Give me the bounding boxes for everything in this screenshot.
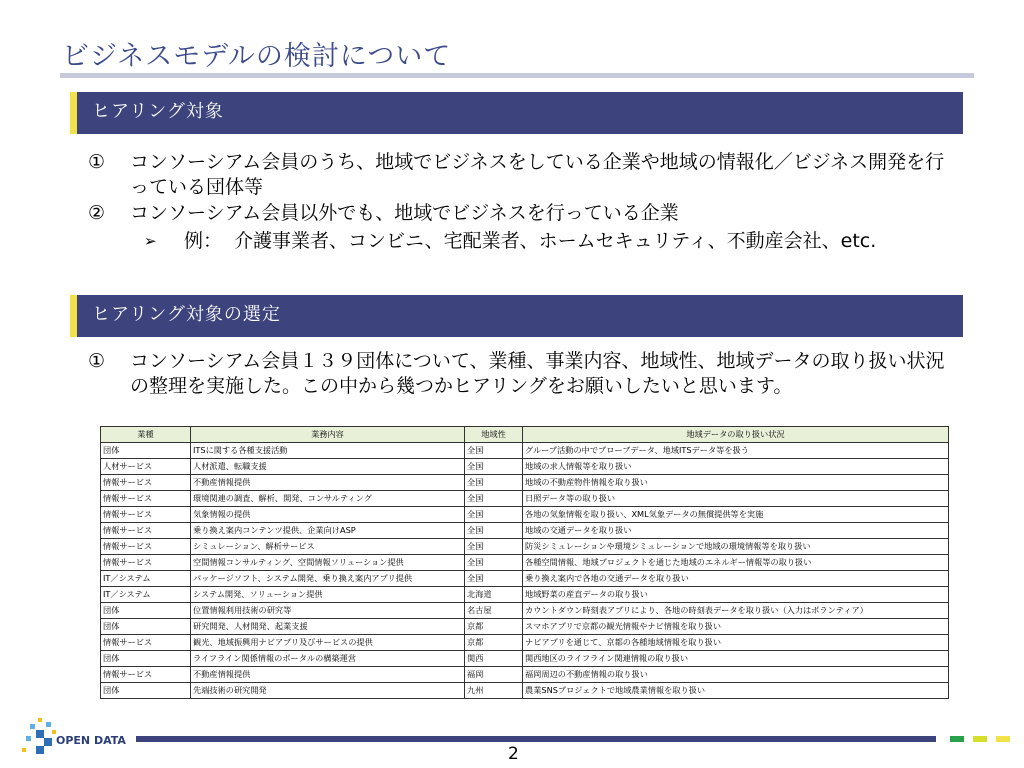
table-cell: 全国: [465, 475, 523, 491]
table-cell: 情報サービス: [101, 539, 191, 555]
footer-square-yellow: [996, 736, 1010, 742]
table-cell: 情報サービス: [101, 475, 191, 491]
logo-text: OPEN DATA: [56, 734, 126, 747]
table-cell: スマホアプリで京都の観光情報やナビ情報を取り扱い: [523, 619, 949, 635]
table-cell: 情報サービス: [101, 507, 191, 523]
table-cell: 農業SNSプロジェクトで地域農業情報を取り扱い: [523, 683, 949, 699]
column-header: 地域性: [465, 427, 523, 443]
table-cell: パッケージソフト、システム開発、乗り換え案内アプリ提供: [191, 571, 465, 587]
table-cell: 環境関連の調査、解析、開発、コンサルティング: [191, 491, 465, 507]
table-cell: 先端技術の研究開発: [191, 683, 465, 699]
table-cell: 地域の交通データを取り扱い: [523, 523, 949, 539]
table-cell: カウントダウン時刻表アプリにより、各地の時刻表データを取り扱い（入力はボランティア）: [523, 603, 949, 619]
table-cell: 乗り換え案内で各地の交通データを取り扱い: [523, 571, 949, 587]
table-row: [101, 491, 949, 507]
item-number: ①: [88, 350, 106, 372]
column-header: 業務内容: [191, 427, 465, 443]
footer-square-lime: [973, 736, 987, 742]
table-cell: 全国: [465, 523, 523, 539]
table-cell: 防災シミュレーションや環境シミュレーションで地域の環境情報等を取り扱い: [523, 539, 949, 555]
title-underline: [60, 73, 974, 78]
table-cell: 団体: [101, 443, 191, 459]
table-cell: 京都: [465, 619, 523, 635]
table-cell: 地域の求人情報等を取り扱い: [523, 459, 949, 475]
table-cell: 団体: [101, 683, 191, 699]
list-item: [88, 349, 958, 399]
table-row: [101, 651, 949, 667]
list-item: [88, 150, 958, 200]
column-header: 業種: [101, 427, 191, 443]
table-cell: 全国: [465, 459, 523, 475]
table-row: [101, 443, 949, 459]
example-label: 例：: [184, 230, 223, 252]
table-row: [101, 667, 949, 683]
table-row: [101, 683, 949, 699]
table-cell: 全国: [465, 539, 523, 555]
item-number: ②: [88, 202, 106, 224]
table-cell: 全国: [465, 491, 523, 507]
table-cell: IT／システム: [101, 587, 191, 603]
table-cell: 全国: [465, 571, 523, 587]
table-cell: 京都: [465, 635, 523, 651]
item-number: ①: [88, 151, 106, 173]
table-cell: 団体: [101, 651, 191, 667]
footer-rule: [136, 736, 936, 742]
table-cell: 地域野菜の産直データの取り扱い: [523, 587, 949, 603]
arrow-bullet-icon: ➢: [144, 232, 157, 250]
table-cell: 団体: [101, 619, 191, 635]
table-cell: 情報サービス: [101, 667, 191, 683]
table-cell: 研究開発、人材開発、起業支援: [191, 619, 465, 635]
page-number: 2: [508, 744, 519, 764]
item-text: コンソーシアム会員１３９団体について、業種、事業内容、地域性、地域データの取り扱い状況の整理を実施した。この中から幾つかヒアリングをお願いしたいと思います。: [130, 350, 945, 397]
table-cell: 人材派遣、転職支援: [191, 459, 465, 475]
item-text: コンソーシアム会員のうち、地域でビジネスをしている企業や地域の情報化／ビジネス開発を行っている団体等: [130, 151, 945, 198]
table-cell: 気象情報の提供: [191, 507, 465, 523]
table-cell: 情報サービス: [101, 523, 191, 539]
table-cell: ナビアプリを通じて、京都の各種地域情報を取り扱い: [523, 635, 949, 651]
table-row: [101, 603, 949, 619]
table-row: [101, 587, 949, 603]
table-cell: 福岡: [465, 667, 523, 683]
column-header: 地域データの取り扱い状況: [523, 427, 949, 443]
table-cell: グループ活動の中でプローブデータ、地域ITSデータ等を扱う: [523, 443, 949, 459]
table-cell: 団体: [101, 603, 191, 619]
table-cell: 日照データ等の取り扱い: [523, 491, 949, 507]
table-row: [101, 571, 949, 587]
table-row: [101, 475, 949, 491]
table-cell: 情報サービス: [101, 555, 191, 571]
table-cell: 関西地区のライフライン関連情報の取り扱い: [523, 651, 949, 667]
table-cell: 乗り換え案内コンテンツ提供、企業向けASP: [191, 523, 465, 539]
section-header-hearing-selection: ヒアリング対象の選定: [70, 295, 963, 337]
table-row: [101, 459, 949, 475]
table-cell: 観光、地域振興用ナビアプリ及びサービスの提供: [191, 635, 465, 651]
table-cell: シミュレーション、解析サービス: [191, 539, 465, 555]
table-cell: 不動産情報提供: [191, 667, 465, 683]
table-cell: ITSに関する各種支援活動: [191, 443, 465, 459]
table-cell: 情報サービス: [101, 491, 191, 507]
item-text: コンソーシアム会員以外でも、地域でビジネスを行っている企業: [130, 202, 679, 224]
table-row: [101, 507, 949, 523]
table-cell: 関西: [465, 651, 523, 667]
list-item: [88, 201, 958, 226]
table-cell: 位置情報利用技術の研究等: [191, 603, 465, 619]
table-cell: システム開発、ソリューション提供: [191, 587, 465, 603]
table-row: [101, 619, 949, 635]
table-cell: 人材サービス: [101, 459, 191, 475]
table-cell: 情報サービス: [101, 635, 191, 651]
example-text: 介護事業者、コンビニ、宅配業者、ホームセキュリティ、不動産会社、etc.: [234, 230, 877, 252]
table-cell: 各地の気象情報を取り扱い、XML気象データの無償提供等を実施: [523, 507, 949, 523]
table-cell: 九州: [465, 683, 523, 699]
table-cell: 空間情報コンサルティング、空間情報ソリューション提供: [191, 555, 465, 571]
sub-list-item: [144, 229, 876, 254]
members-table: [100, 426, 949, 699]
footer-square-green: [950, 736, 964, 742]
table-cell: 名古屋: [465, 603, 523, 619]
table-cell: 全国: [465, 507, 523, 523]
table-cell: 全国: [465, 555, 523, 571]
table-row: [101, 539, 949, 555]
table-cell: 不動産情報提供: [191, 475, 465, 491]
table-cell: 北海道: [465, 587, 523, 603]
section-header-hearing-target: ヒアリング対象: [70, 92, 963, 134]
table-row: [101, 635, 949, 651]
table-cell: 全国: [465, 443, 523, 459]
table-cell: 各種空間情報、地域プロジェクトを通じた地域のエネルギー情報等の取り扱い: [523, 555, 949, 571]
table-row: [101, 555, 949, 571]
table-cell: IT／システム: [101, 571, 191, 587]
table-row: [101, 523, 949, 539]
table-header-row: [101, 427, 949, 443]
table-cell: ライフライン関係情報のポータルの構築運営: [191, 651, 465, 667]
table-cell: 福岡周辺の不動産情報の取り扱い: [523, 667, 949, 683]
slide-title: ビジネスモデルの検討について: [62, 41, 452, 72]
table-cell: 地域の不動産物件情報を取り扱い: [523, 475, 949, 491]
